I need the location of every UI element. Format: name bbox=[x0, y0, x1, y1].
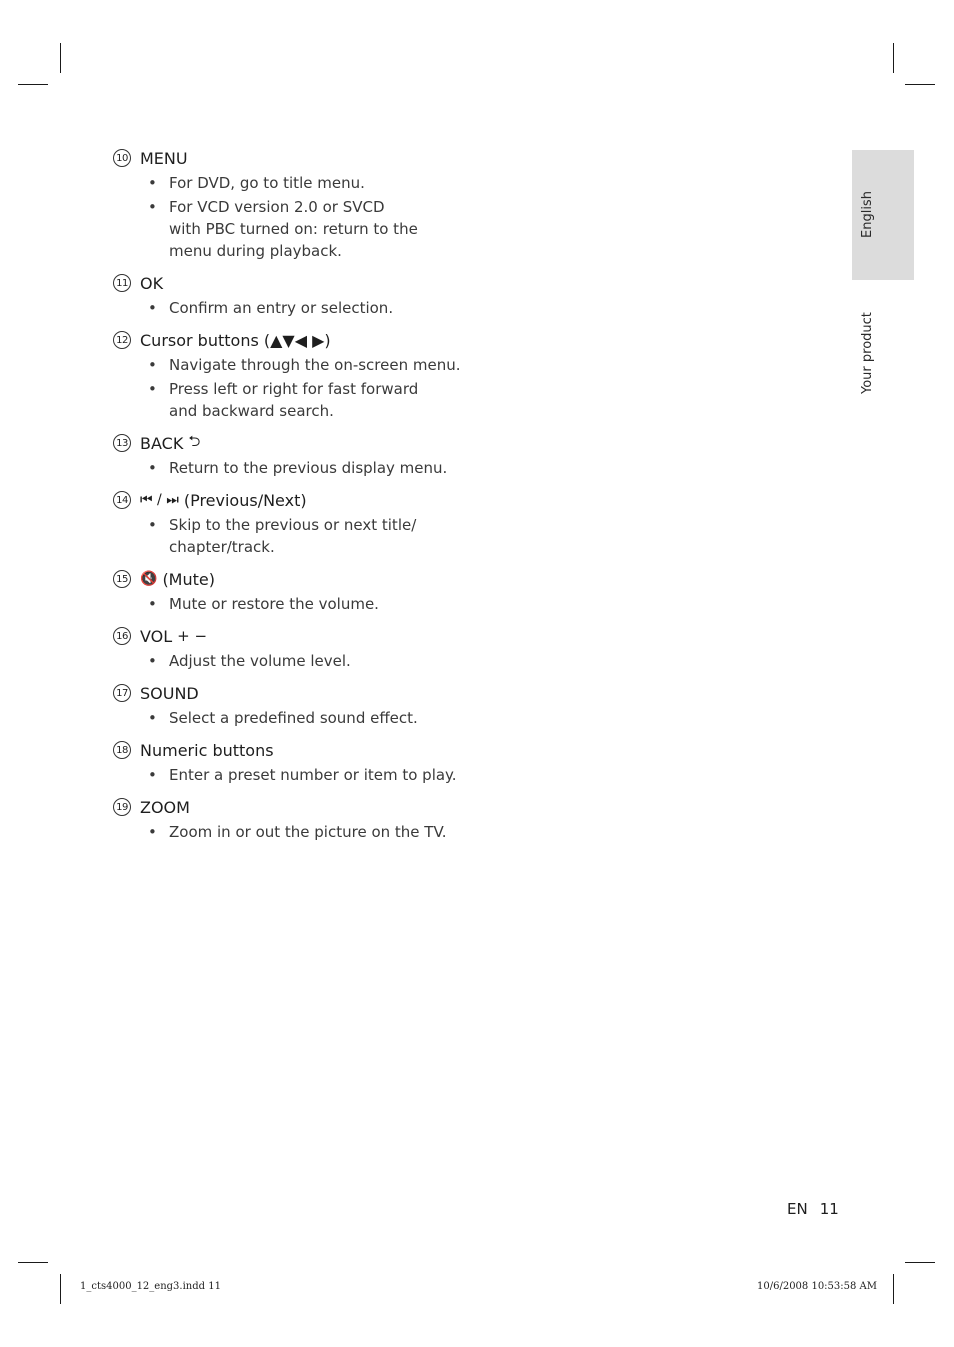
entry-title: BACK bbox=[140, 433, 184, 453]
crop-mark bbox=[905, 84, 935, 85]
item-number: 10 bbox=[113, 149, 131, 167]
crop-mark bbox=[905, 1262, 935, 1263]
item-number: 18 bbox=[113, 741, 131, 759]
bullet-item: • For DVD, go to title menu. bbox=[113, 172, 473, 194]
entry-title: MENU bbox=[140, 148, 188, 168]
item-number: 16 bbox=[113, 627, 131, 645]
bullet-item: • Zoom in or out the picture on the TV. bbox=[113, 821, 473, 843]
item-number: 17 bbox=[113, 684, 131, 702]
item-number: 13 bbox=[113, 434, 131, 452]
crop-mark bbox=[893, 43, 894, 73]
item-number: 11 bbox=[113, 274, 131, 292]
entry-zoom bbox=[113, 795, 473, 843]
entry-title: OK bbox=[140, 273, 164, 293]
back-icon: ⮌ bbox=[188, 431, 201, 450]
entry-title: (Mute) bbox=[162, 569, 215, 589]
entry-ok bbox=[113, 271, 473, 319]
page-number-value: 11 bbox=[819, 1200, 839, 1218]
entry-title: Numeric buttons bbox=[140, 740, 274, 760]
bullet-item: • Navigate through the on-screen menu. bbox=[113, 354, 473, 376]
crop-mark bbox=[893, 1274, 894, 1304]
crop-mark bbox=[18, 1262, 48, 1263]
section-label: Your product bbox=[860, 312, 875, 394]
entry-back bbox=[113, 431, 473, 479]
bullet-item: • Mute or restore the volume. bbox=[113, 593, 473, 615]
language-label: English bbox=[860, 191, 875, 238]
print-slug-file: 1_cts4000_12_eng3.indd 11 bbox=[80, 1281, 221, 1292]
language-code: EN bbox=[787, 1200, 808, 1218]
bullet-item: • Select a predefined sound effect. bbox=[113, 707, 473, 729]
item-number: 12 bbox=[113, 331, 131, 349]
print-slug-timestamp: 10/6/2008 10:53:58 AM bbox=[757, 1281, 878, 1292]
crop-mark bbox=[18, 84, 48, 85]
skip-previous-next-icon: ⏮ / ⏭ bbox=[140, 492, 179, 508]
entry-title: Cursor buttons (▲▼◀ ▶) bbox=[140, 330, 331, 350]
page-number bbox=[787, 1200, 839, 1218]
entry-previous-next bbox=[113, 488, 473, 558]
item-number: 14 bbox=[113, 491, 131, 509]
item-number: 19 bbox=[113, 798, 131, 816]
entry-title: SOUND bbox=[140, 683, 199, 703]
bullet-item: • Adjust the volume level. bbox=[113, 650, 473, 672]
bullet-item: • Press left or right for fast forward and backward search. bbox=[113, 378, 444, 422]
entry-title: (Previous/Next) bbox=[183, 490, 307, 510]
bullet-item: • Skip to the previous or next title/ chapter/track. bbox=[113, 514, 419, 558]
entry-menu bbox=[113, 146, 473, 262]
item-number: 15 bbox=[113, 570, 131, 588]
entry-numeric-buttons bbox=[113, 738, 473, 786]
entry-mute bbox=[113, 567, 473, 615]
entry-volume bbox=[113, 624, 473, 672]
crop-mark bbox=[60, 1274, 61, 1304]
entry-sound bbox=[113, 681, 473, 729]
entry-title: ZOOM bbox=[140, 797, 190, 817]
entry-title: VOL bbox=[140, 626, 173, 646]
entry-cursor-buttons bbox=[113, 328, 473, 422]
bullet-item: • Enter a preset number or item to play. bbox=[113, 764, 473, 786]
button-descriptions bbox=[113, 146, 473, 852]
crop-mark bbox=[60, 43, 61, 73]
bullet-item: • Confirm an entry or selection. bbox=[113, 297, 473, 319]
mute-icon: 🔇 bbox=[140, 571, 158, 587]
bullet-item: • Return to the previous display menu. bbox=[113, 457, 473, 479]
bullet-item: • For VCD version 2.0 or SVCD with PBC turned on: return to the menu during playback. bbox=[113, 196, 419, 262]
volume-plus-minus-icon: + − bbox=[177, 627, 208, 645]
